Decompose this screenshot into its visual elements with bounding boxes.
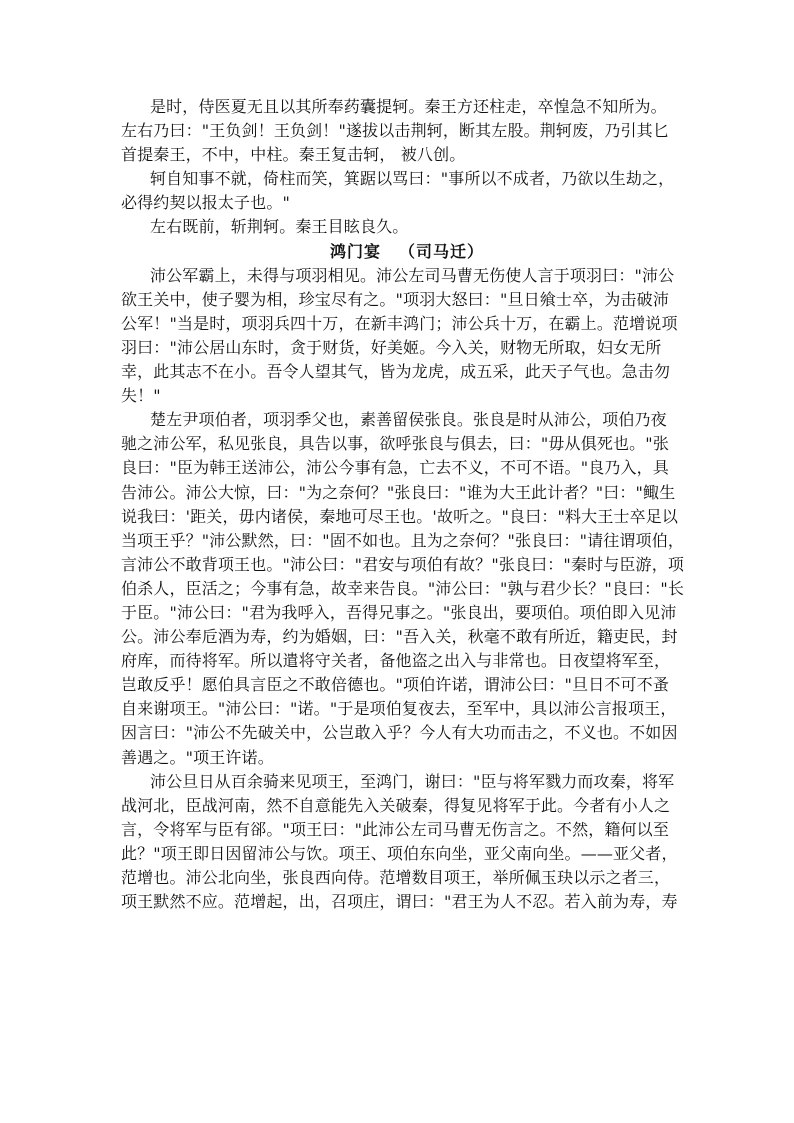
section-heading: [121, 240, 681, 264]
paragraph-line: 伯杀人，臣活之；今事有急，故幸来告良。"沛公曰："孰与君少长？"良曰："长: [121, 578, 684, 598]
paragraph-line: 是时，侍医夏无且以其所奉药囊提轲。秦王方还柱走，卒惶急不知所为。: [150, 97, 667, 116]
document-body: [121, 95, 684, 914]
paragraph-line: 驰之沛公军，私见张良，具告以事，欲呼张良与俱去，曰："毋从俱死也。"张: [121, 434, 669, 454]
paragraph-line: 欲王关中，使子婴为相，珍宝尽有之。"项羽大怒曰："旦日飨士卒，为击破沛: [121, 289, 669, 309]
section-title: 鸿门宴: [329, 241, 381, 261]
paragraph-line: 此？"项王即日因留沛公与饮。项王、项伯东向坐，亚父南向坐。——亚父者，: [121, 843, 678, 863]
paragraph-line: 于臣。"沛公曰："君为我呼入，吾得兄事之。"张良出，要项伯。项伯即入见沛: [121, 602, 677, 622]
paragraph-line: 楚左尹项伯者，项羽季父也，素善留侯张良。张良是时从沛公，项伯乃夜: [150, 410, 667, 430]
paragraph-line: 岂敢反乎！愿伯具言臣之不敢倍德也。"项伯许诺，谓沛公曰："旦日不可不蚤: [121, 675, 669, 695]
paragraph-line: 左右乃曰："王负剑！王负剑！"遂拔以击荆轲，断其左股。荆轲废，乃引其匕: [121, 121, 669, 141]
paragraph-line: 自来谢项王。"沛公曰："诺。"于是项伯复夜去，至军中，具以沛公言报项王，: [121, 699, 677, 719]
paragraph-line: 言沛公不敢背项王也。"沛公曰："君安与项伯有故？"张良曰："秦时与臣游，项: [121, 554, 684, 574]
paragraph-line: 良曰："臣为韩王送沛公，沛公今事有急，亡去不义，不可不语。"良乃入，具: [121, 458, 669, 478]
paragraph-line: 告沛公。沛公大惊，曰："为之奈何？"张良曰："谁为大王此计者？"曰："鲰生: [121, 482, 676, 502]
paragraph-line: 左右既前，斩荆轲。秦王目眩良久。: [150, 217, 409, 237]
paragraph-line: 范增也。沛公北向坐，张良西向侍。范增数目项王，举所佩玉玦以示之者三，: [121, 868, 671, 887]
paragraph-line: 羽曰："沛公居山东时，贪于财货，好美姬。今入关，财物无所取，妇女无所: [121, 337, 662, 357]
paragraph-line: 项王默然不应。范增起，出，召项庄，谓曰："君王为人不忍。若入前为寿，寿: [121, 892, 678, 912]
paragraph-line: 因言曰："沛公不先破关中，公岂敢入乎？今人有大功而击之，不义也。不如因: [121, 723, 678, 743]
paragraph-line: 公。沛公奉卮酒为寿，约为婚姻，曰："吾入关，秋毫不敢有所近，籍吏民，封: [121, 627, 678, 647]
paragraph-line: 沛公旦日从百余骑来见项王，至鸿门，谢曰："臣与将军戮力而攻秦，将军: [150, 771, 675, 791]
paragraph-line: 公军！"当是时，项羽兵四十万，在新丰鸿门；沛公兵十万，在霸上。范增说项: [121, 313, 678, 333]
paragraph-line: 当项王乎？"沛公默然，曰："固不如也。且为之奈何？"张良曰："请往谓项伯，: [121, 530, 684, 550]
paragraph-line: 府库，而待将军。所以遣将守关者，备他盗之出入与非常也。日夜望将军至，: [121, 651, 671, 671]
paragraph-line: 说我曰：'距关，毋内诸侯，秦地可尽王也。'故听之。"良曰："料大王士卒足以: [121, 506, 679, 526]
paragraph-line: 必得约契以报太子也。": [121, 193, 291, 213]
paragraph-line: 失！": [121, 386, 161, 406]
section-author: （司马迁）: [399, 241, 485, 261]
paragraph-line: 善遇之。"项王许诺。: [121, 747, 274, 767]
paragraph-line: 战河北，臣战河南，然不自意能先入关破秦，得复见将军于此。今者有小人之: [121, 795, 671, 815]
paragraph-line: 言，令将军与臣有郤。"项王曰："此沛公左司马曹无伤言之。不然，籍何以至: [121, 819, 669, 839]
paragraph-line: 沛公军霸上，未得与项羽相见。沛公左司马曹无伤使人言于项羽曰："沛公: [150, 265, 675, 285]
paragraph-line: 轲自知事不就，倚柱而笑，箕踞以骂曰："事所以不成者，乃欲以生劫之，: [150, 169, 675, 189]
paragraph-line: 幸，此其志不在小。吾令人望其气，皆为龙虎，成五采，此天子气也。急击勿: [121, 362, 671, 382]
paragraph-line: 首提秦王，不中，中柱。秦王复击轲， 被八创。: [121, 145, 466, 165]
